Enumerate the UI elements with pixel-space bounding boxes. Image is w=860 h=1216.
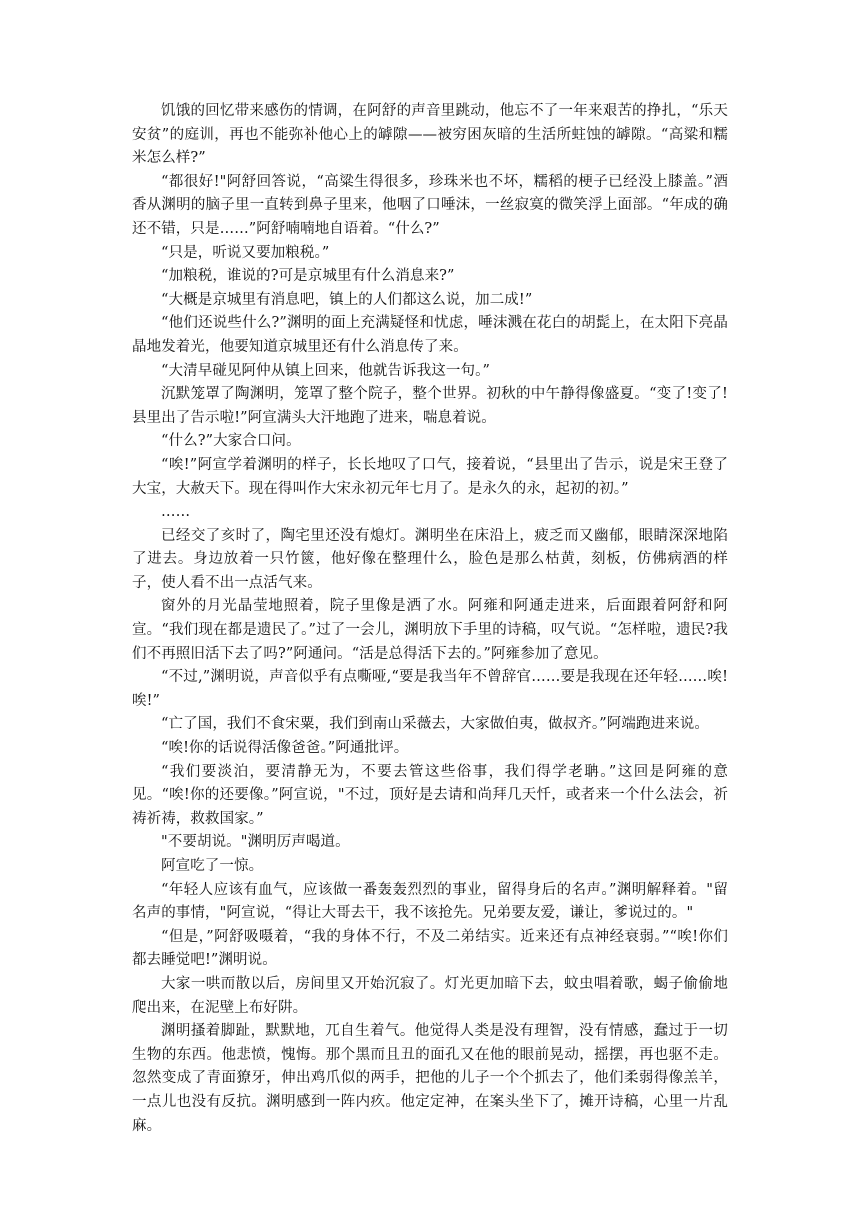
paragraph: 窗外的月光晶莹地照着，院子里像是洒了水。阿雍和阿通走进来，后面跟着阿舒和阿宣。“我们现在都是遗民了。”过了一会儿，渊明放下手里的诗稿，叹气说。“怎样啦，遗民?我们不再照旧活下去了吗?”阿通问。“活是总得活下去的。”阿雍参加了意见。 <box>132 598 728 662</box>
paragraph: “只是，听说又要加粮税。” <box>161 244 330 261</box>
paragraph: “亡了国，我们不食宋粟，我们到南山采薇去，大家做伯夷，做叔齐。”阿端跑进来说。 <box>161 716 709 733</box>
paragraph: “什么?”大家合口问。 <box>161 433 301 450</box>
paragraph: “我们要淡泊，要清静无为，不要去管这些俗事，我们得学老聃。”这回是阿雍的意见。“唉!你的还要像。”阿宣说，"不过，顶好是去请和尚拜几天忏，或者来一个什么法会，祈祷祈祷，救救国家。” <box>132 763 728 827</box>
paragraph: “大概是京城里有消息吧，镇上的人们都这么说，加二成!” <box>161 291 533 308</box>
ellipsis-break: …… <box>161 504 191 521</box>
paragraph: "不要胡说。"渊明厉声喝道。 <box>161 834 350 851</box>
paragraph: 渊明搔着脚趾，默默地，兀自生着气。他觉得人类是没有理智，没有情感，蠢过于一切生物的东西。他悲愤，愧悔。那个黑而且丑的面孔又在他的眼前晃动，摇摆，再也驱不走。忽然变成了青面獠牙，伸出鸡爪似的两手，把他的儿子一个个抓去了，他们柔弱得像羔羊，一点儿也没有反抗。渊明感到一阵内疚。他定定神，在案头坐下了，摊开诗稿，心里一片乱麻。 <box>132 1023 728 1134</box>
paragraph: “不过,”渊明说，声音似乎有点嘶哑,“要是我当年不曾辞官……要是我现在还年轻……唉!唉!” <box>132 669 728 709</box>
paragraph: 已经交了亥时了，陶宅里还没有熄灯。渊明坐在床沿上，疲乏而又幽郁，眼睛深深地陷了进去。身边放着一只竹篋，他好像在整理什么，脸色是那么枯黄，刻板，仿佛病酒的样子，使人看不出一点活气来。 <box>132 527 728 591</box>
paragraph: “大清早碰见阿仲从镇上回来，他就告诉我这一句。” <box>161 362 490 379</box>
paragraph: 大家一哄而散以后，房间里又开始沉寂了。灯光更加暗下去，蚊虫唱着歌，蝎子偷偷地爬出来，在泥壁上布好阱。 <box>132 975 728 1016</box>
paragraph: “唉!”阿宣学着渊明的样子，长长地叹了口气，接着说，“县里出了告示，说是宋王登了大宝，大赦天下。现在得叫作大宋永初元年七月了。是永久的永，起初的初。” <box>132 456 728 497</box>
paragraph: “年轻人应该有血气，应该做一番轰轰烈烈的事业，留得身后的名声。”渊明解释着。"留名声的事情，"阿宣说，“得让大哥去干，我不该抢先。兄弟要友爱，谦让，爹说过的。" <box>132 881 728 922</box>
story-text <box>132 100 728 1138</box>
paragraph: “加粮税，谁说的?可是京城里有什么消息来?” <box>161 268 455 285</box>
paragraph: 饥饿的回忆带来感伤的情调，在阿舒的声音里跳动，他忘不了一年来艰苦的挣扎，“乐天安贫”的庭训，再也不能弥补他心上的罅隙——被穷困灰暗的生活所蛀蚀的罅隙。“高粱和糯米怎么样?” <box>132 103 728 167</box>
paragraph: “唉!你的话说得活像爸爸。”阿通批评。 <box>161 740 409 757</box>
paragraph: “都很好!"阿舒回答说，“高粱生得很多，珍珠米也不坏，糯稻的梗子已经没上膝盖。”酒香从渊明的脑子里一直转到鼻子里来，他咽了口唾沫，一丝寂寞的微笑浮上面部。“年成的确还不错，只是……”阿舒喃喃地自语着。“什么?” <box>132 173 728 237</box>
paragraph: 沉默笼罩了陶渊明，笼罩了整个院子，整个世界。初秋的中午静得像盛夏。“变了!变了!县里出了告示啦!”阿宣满头大汗地跑了进来，喘息着说。 <box>132 386 728 426</box>
paragraph: “但是，”阿舒吸嗫着，“我的身体不行，不及二弟结实。近来还有点神经衰弱。”“唉!你们都去睡觉吧!”渊明说。 <box>132 928 728 969</box>
paragraph: 阿宣吃了一惊。 <box>161 858 264 874</box>
paragraph: “他们还说些什么?”渊明的面上充满疑怪和忧虑，唾沫溅在花白的胡髭上，在太阳下亮晶晶地发着光，他要知道京城里还有什么消息传了来。 <box>132 315 728 355</box>
